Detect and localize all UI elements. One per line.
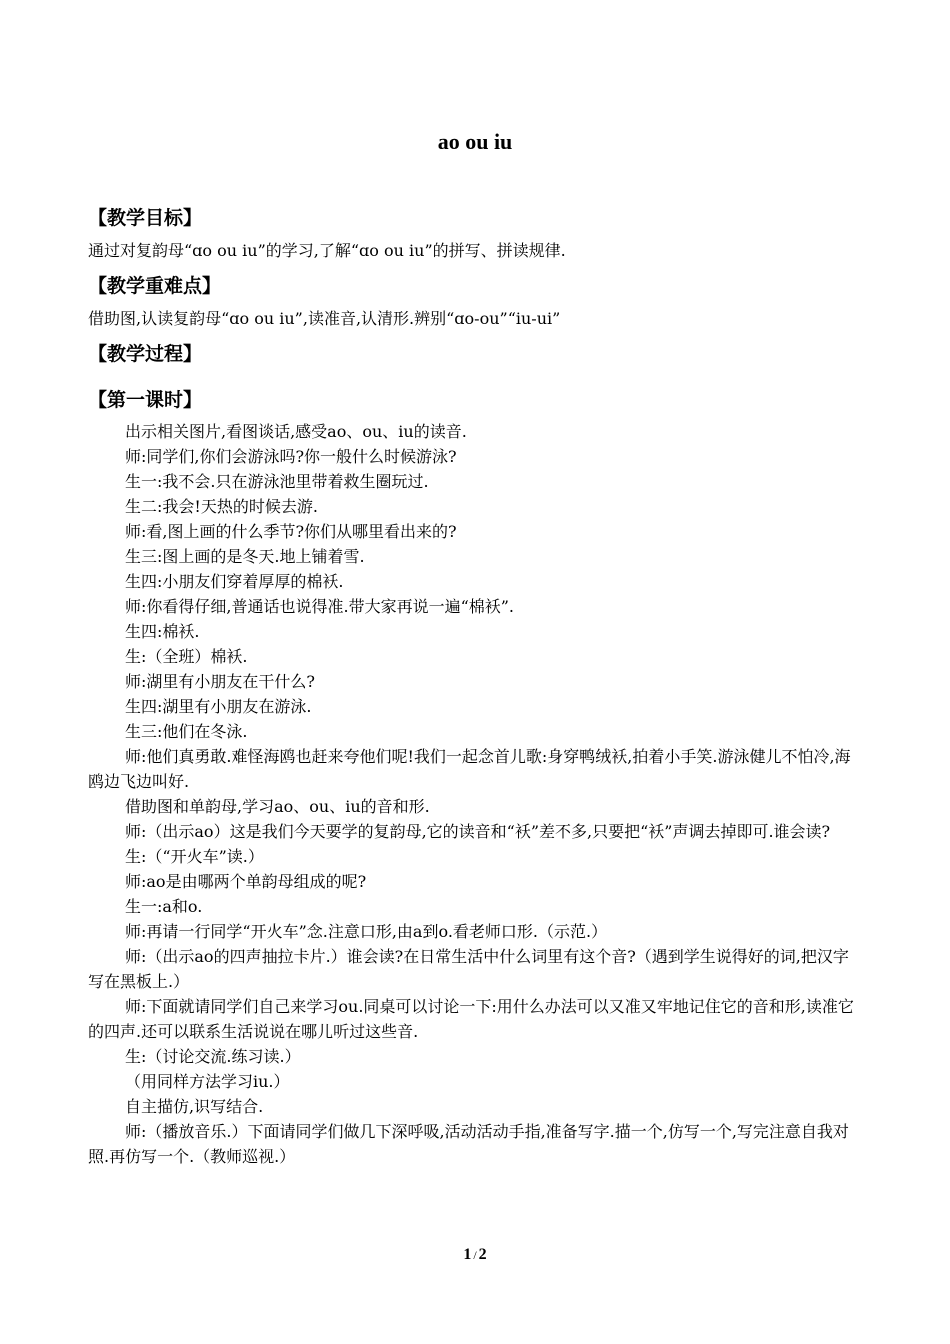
paragraph: 师:ao是由哪两个单韵母组成的呢? <box>125 872 367 891</box>
page-number <box>0 1244 950 1266</box>
goal-text: 通过对复韵母“ɑo ou iu”的学习,了解“ɑo ou iu”的拼写、拼读规律. <box>88 241 566 260</box>
paragraph: 生一:我不会.只在游泳池里带着救生圈玩过. <box>125 472 429 491</box>
paragraph: 师:（播放音乐.）下面请同学们做几下深呼吸,活动活动手指,准备写字.描一个,仿写一个,写完注意自我对照.再仿写一个.（教师巡视.） <box>88 1122 849 1166</box>
paragraph: 生三:他们在冬泳. <box>125 722 248 741</box>
paragraph: 生四:小朋友们穿着厚厚的棉袄. <box>125 572 344 591</box>
paragraph: 生:（讨论交流.练习读.） <box>125 1047 301 1066</box>
paragraph: 生一:a和o. <box>125 897 203 916</box>
document-title: ao ou iu <box>437 129 513 154</box>
paragraph: 生四:棉袄. <box>125 622 200 641</box>
paragraph: 师:湖里有小朋友在干什么? <box>125 672 315 691</box>
lesson-paragraphs <box>88 419 860 1169</box>
paragraph: 借助图和单韵母,学习ao、ou、iu的音和形. <box>125 797 430 816</box>
paragraph: 生二:我会!天热的时候去游. <box>125 497 318 516</box>
difficulty-text: 借助图,认读复韵母“ɑo ou iu”,读准音,认清形.辨别“ɑo-ou”“iu-ui” <box>88 309 561 328</box>
paragraph: 生:（“开火车”读.） <box>125 847 264 866</box>
current-page-number: 1 <box>463 1246 472 1263</box>
paragraph: 师:下面就请同学们自己来学习ou.同桌可以讨论一下:用什么办法可以又准又牢地记住它的音和形,读准它的四声.还可以联系生活说说在哪儿听过这些音. <box>88 997 854 1041</box>
paragraph: 师:同学们,你们会游泳吗?你一般什么时候游泳? <box>125 447 457 466</box>
paragraph: （用同样方法学习iu.） <box>125 1072 290 1091</box>
page-separator: / <box>473 1248 477 1262</box>
process-heading: 【教学过程】 <box>88 343 203 365</box>
paragraph: 师:（出示ao的四声抽拉卡片.）谁会读?在日常生活中什么词里有这个音?（遇到学生说得好的词,把汉字写在黑板上.） <box>88 947 849 991</box>
paragraph: 出示相关图片,看图谈话,感受ao、ou、iu的读音. <box>125 422 467 441</box>
difficulty-heading: 【教学重难点】 <box>88 275 222 297</box>
paragraph: 师:你看得仔细,普通话也说得准.带大家再说一遍“棉袄”. <box>125 597 515 616</box>
paragraph: 师:（出示ao）这是我们今天要学的复韵母,它的读音和“袄”差不多,只要把“袄”声调去掉即可.谁会读? <box>125 822 831 841</box>
paragraph: 生:（全班）棉袄. <box>125 647 248 666</box>
paragraph: 生四:湖里有小朋友在游泳. <box>125 697 312 716</box>
paragraph: 师:他们真勇敢.难怪海鸥也赶来夸他们呢!我们一起念首儿歌:身穿鸭绒袄,拍着小手笑.游泳健儿不怕冷,海鸥边飞边叫好. <box>88 747 851 791</box>
paragraph: 自主描仿,识写结合. <box>125 1097 264 1116</box>
paragraph: 生三:图上画的是冬天.地上铺着雪. <box>125 547 365 566</box>
total-page-number: 2 <box>478 1246 487 1263</box>
goal-heading: 【教学目标】 <box>88 207 203 229</box>
paragraph: 师:看,图上画的什么季节?你们从哪里看出来的? <box>125 522 457 541</box>
lesson-heading: 【第一课时】 <box>88 389 203 411</box>
paragraph: 师:再请一行同学“开火车”念.注意口形,由a到o.看老师口形.（示范.） <box>125 922 608 941</box>
document-body <box>88 203 860 1169</box>
